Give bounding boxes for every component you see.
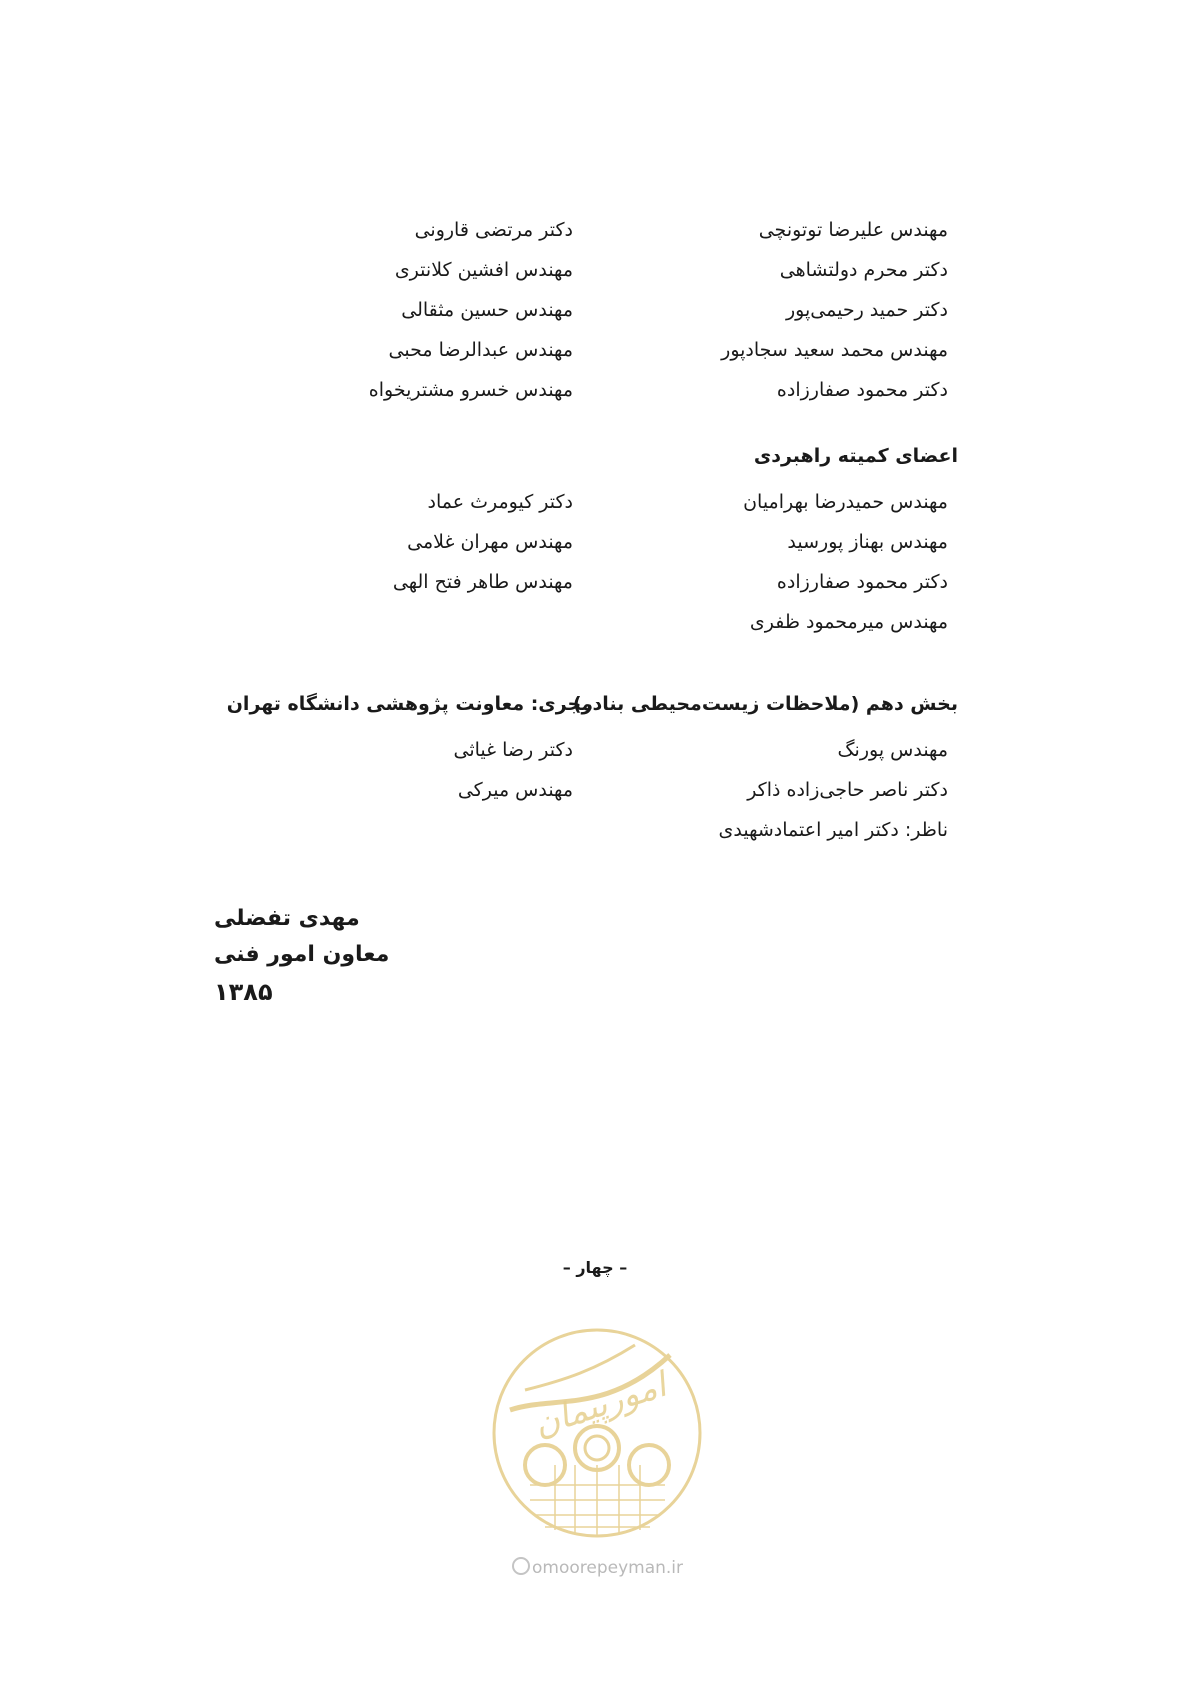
group1-right-member: مهندس محمد سعید سجادپور (721, 339, 948, 361)
group1-left-member: مهندس حسین مثقالی (401, 299, 573, 321)
strategy-right-member: مهندس بهناز پورسید (787, 531, 948, 553)
strategy-left-member: مهندس طاهر فتح الهی (392, 571, 573, 593)
section10-supervisor: ناظر: دکتر امیر اعتمادشهیدی (718, 819, 948, 841)
globe-icon (512, 1557, 530, 1575)
signature-title: معاون امور فنی (214, 942, 390, 967)
strategy-right-member: مهندس حمیدرضا بهرامیان (743, 491, 948, 513)
group1-left-member: مهندس خسرو مشتریخواه (368, 379, 573, 401)
executor-member: دکتر رضا غیاثی (453, 739, 573, 761)
signature-year: ۱۳۸۵ (214, 978, 273, 1006)
page-number: – چهار – (562, 1258, 628, 1277)
strategy-committee-heading: اعضای کمیته راهبردی (753, 445, 958, 467)
omoorepeyman-logo-icon (485, 1325, 710, 1585)
signature-name: مهدی تفضلی (214, 906, 360, 931)
strategy-right-member: مهندس میرمحمود ظفری (749, 611, 948, 633)
watermark-url-text: omoorepeyman.ir (531, 1558, 684, 1578)
section10-member: دکتر ناصر حاجی‌زاده ذاکر (747, 779, 948, 801)
strategy-right-member: دکتر محمود صفارزاده (776, 571, 948, 593)
group1-left-member: مهندس عبدالرضا محبی (388, 339, 573, 361)
group1-right-member: دکتر محمود صفارزاده (776, 379, 948, 401)
section10-heading: بخش دهم (ملاحظات زیست‌محیطی بنادر) (572, 693, 958, 715)
strategy-left-member: دکتر کیومرث عماد (427, 491, 573, 513)
watermark-url (485, 1557, 710, 1578)
watermark-logo-text: امورپیمان (528, 1364, 672, 1446)
group1-left-member: دکتر مرتضی قارونی (414, 219, 573, 241)
executor-member: مهندس میرکی (457, 779, 573, 801)
group1-right-member: مهندس علیرضا توتونچی (758, 219, 948, 241)
section10-member: مهندس پورنگ (837, 739, 948, 761)
group1-right-member: دکتر محرم دولتشاهی (779, 259, 948, 281)
group1-left-member: مهندس افشین کلانتری (394, 259, 573, 281)
group1-right-member: دکتر حمید رحیمی‌پور (786, 299, 948, 321)
strategy-left-member: مهندس مهران غلامی (407, 531, 573, 553)
executor-heading: مجری: معاونت پژوهشی دانشگاه تهران (226, 693, 593, 715)
